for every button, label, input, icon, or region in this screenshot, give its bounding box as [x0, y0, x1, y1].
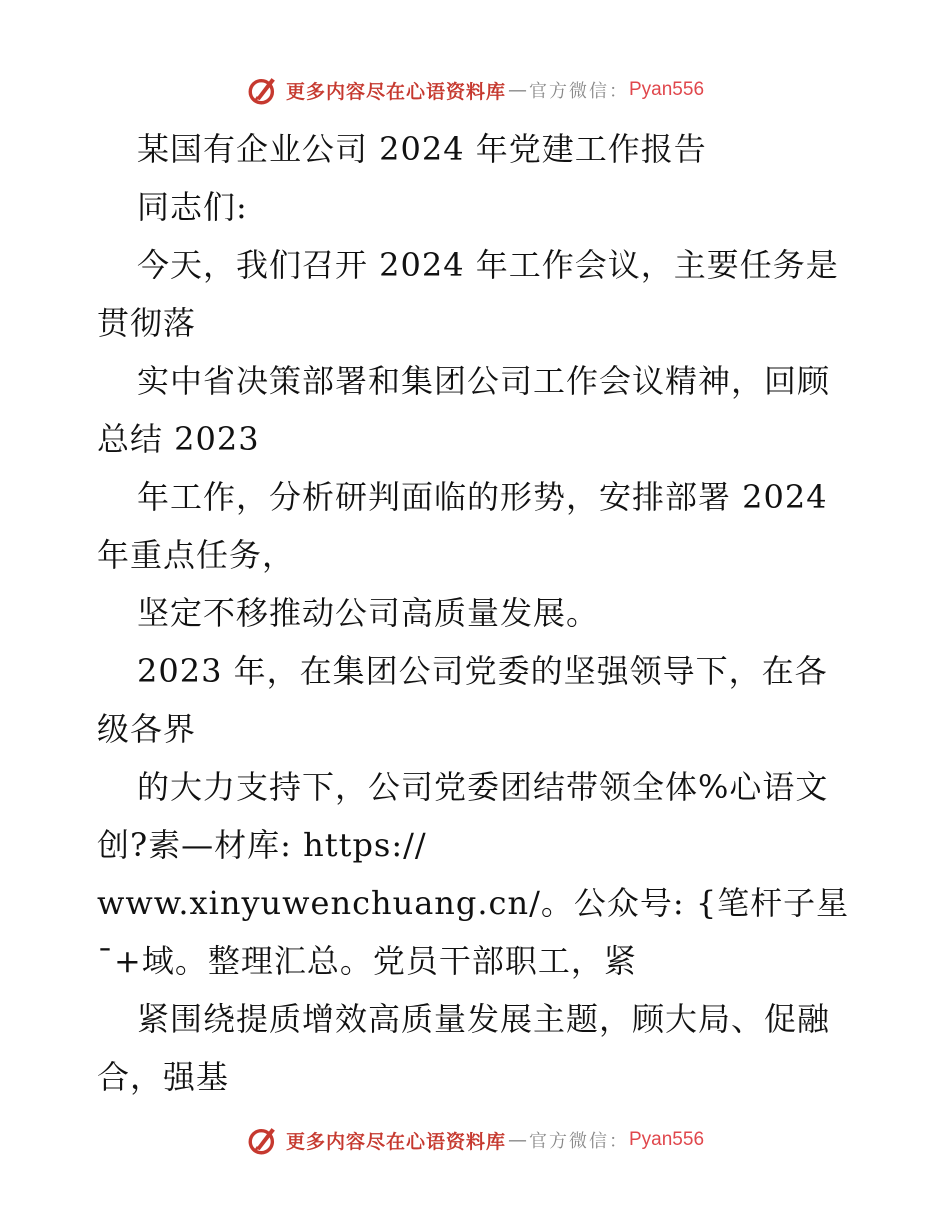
body-line: 贯彻落: [97, 304, 197, 342]
salutation: 同志们:: [137, 188, 248, 226]
banner-wechat-id: Pyan556: [629, 1129, 705, 1150]
banner-wechat-label: 官方微信：: [529, 81, 629, 102]
body-line: 合，强基: [97, 1058, 230, 1096]
banner-separator: —: [508, 1129, 527, 1151]
body-line: 创?素—材库: https://: [97, 826, 427, 864]
body-line: 级各界: [97, 710, 197, 748]
quill-logo-icon: [246, 73, 280, 107]
body-line: 年重点任务，: [97, 536, 296, 574]
banner-title: 更多内容尽在心语资料库: [285, 1130, 506, 1153]
banner-wechat-id: Pyan556: [629, 79, 705, 100]
banner-separator: —: [508, 79, 527, 101]
body-line: www.xinyuwenchuang.cn/。公众号: {笔杆子星: [97, 884, 850, 922]
document-body: [97, 120, 857, 1106]
body-line: 实中省决策部署和集团公司工作会议精神，回顾: [137, 362, 831, 400]
document-title: 某国有企业公司 2024 年党建工作报告: [137, 130, 707, 168]
body-line: 的大力支持下，公司党委团结带领全体%心语文: [137, 768, 829, 806]
body-line: 紧围绕提质增效高质量发展主题，顾大局、促融: [137, 1000, 831, 1038]
header-banner: [0, 70, 950, 110]
body-line: 2023 年，在集团公司党委的坚强领导下，在各: [137, 652, 828, 690]
quill-logo-icon: [246, 1123, 280, 1157]
body-line: 今天，我们召开 2024 年工作会议，主要任务是: [137, 246, 839, 284]
body-line: 总结 2023: [97, 420, 260, 458]
banner-title: 更多内容尽在心语资料库: [285, 80, 506, 103]
footer-banner: [0, 1120, 950, 1160]
body-line: 年工作，分析研判面临的形势，安排部署 2024: [137, 478, 828, 516]
body-line: ¯+域。整理汇总。党员干部职工，紧: [97, 942, 637, 980]
banner-wechat-label: 官方微信：: [529, 1131, 629, 1152]
body-line: 坚定不移推动公司高质量发展。: [137, 594, 600, 632]
